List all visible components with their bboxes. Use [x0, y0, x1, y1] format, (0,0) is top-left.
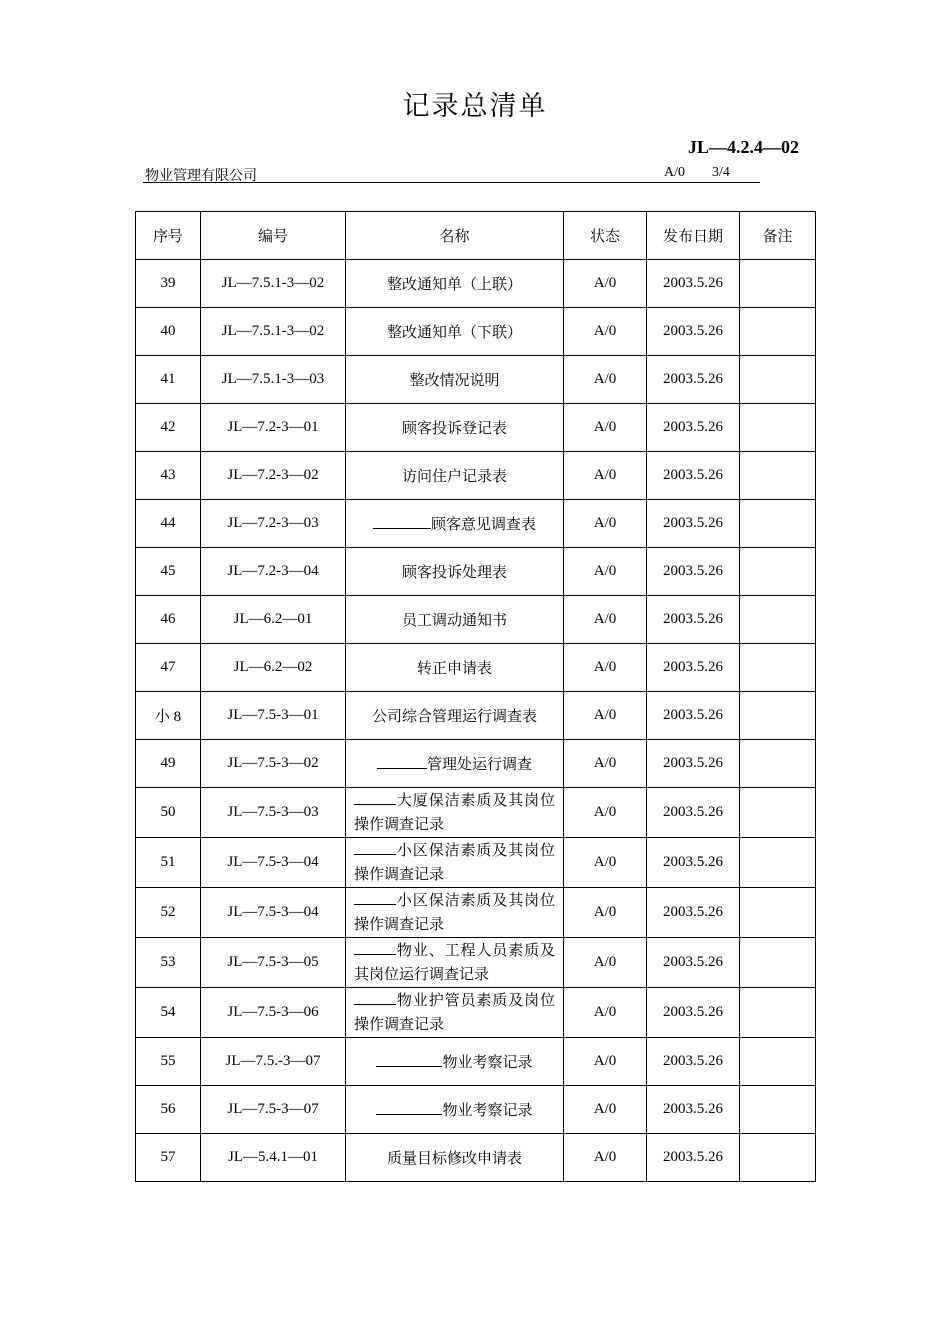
cell-code: JL—7.5-3—04: [201, 888, 346, 938]
cell-code: JL—7.5.-3—07: [201, 1038, 346, 1086]
cell-status: A/0: [564, 596, 647, 644]
record-name-text: 质量目标修改申请表: [386, 1151, 522, 1167]
cell-name: [346, 988, 564, 1038]
cell-name: [346, 596, 564, 644]
cell-name: [346, 548, 564, 596]
cell-code: JL—7.5-3—02: [201, 740, 346, 788]
column-header-code: 编号: [201, 212, 346, 260]
cell-note: [740, 788, 816, 838]
record-name-text: 物业考察记录: [442, 1055, 533, 1071]
cell-date: 2003.5.26: [647, 548, 740, 596]
cell-seq: 40: [136, 308, 201, 356]
cell-code: JL—5.4.1—01: [201, 1134, 346, 1182]
cell-status: A/0: [564, 308, 647, 356]
cell-name: [346, 692, 564, 740]
cell-name: [346, 838, 564, 888]
cell-seq: 43: [136, 452, 201, 500]
record-name-text: 顾客投诉登记表: [401, 421, 507, 437]
table-header-row: [136, 212, 816, 260]
cell-date: 2003.5.26: [647, 1086, 740, 1134]
cell-note: [740, 404, 816, 452]
cell-status: A/0: [564, 500, 647, 548]
cell-name: [346, 938, 564, 988]
cell-seq: 小 8: [136, 692, 201, 740]
cell-note: [740, 838, 816, 888]
cell-seq: 39: [136, 260, 201, 308]
cell-seq: 57: [136, 1134, 201, 1182]
cell-name: [346, 1038, 564, 1086]
cell-status: A/0: [564, 788, 647, 838]
cell-date: 2003.5.26: [647, 308, 740, 356]
cell-status: A/0: [564, 1086, 647, 1134]
cell-name: [346, 644, 564, 692]
column-header-name: 名称: [346, 212, 564, 260]
fill-in-blank: [376, 1102, 442, 1115]
fill-in-blank: [376, 1054, 442, 1067]
cell-seq: 53: [136, 938, 201, 988]
cell-date: 2003.5.26: [647, 788, 740, 838]
cell-code: JL—6.2—01: [201, 596, 346, 644]
cell-seq: 46: [136, 596, 201, 644]
table-row: [136, 452, 816, 500]
records-table-body: [136, 260, 816, 1182]
cell-date: 2003.5.26: [647, 938, 740, 988]
table-row: [136, 740, 816, 788]
cell-note: [740, 548, 816, 596]
cell-name: [346, 452, 564, 500]
cell-date: 2003.5.26: [647, 500, 740, 548]
cell-seq: 41: [136, 356, 201, 404]
cell-seq: 45: [136, 548, 201, 596]
cell-name: [346, 404, 564, 452]
cell-date: 2003.5.26: [647, 1134, 740, 1182]
cell-status: A/0: [564, 692, 647, 740]
cell-note: [740, 644, 816, 692]
cell-note: [740, 1038, 816, 1086]
column-header-note: 备注: [740, 212, 816, 260]
cell-code: JL—7.5-3—07: [201, 1086, 346, 1134]
cell-seq: 55: [136, 1038, 201, 1086]
cell-date: 2003.5.26: [647, 356, 740, 404]
record-name-text: 小区保洁素质及其岗位操作调查记录: [354, 842, 555, 883]
document-number: JL—4.2.4—02: [688, 137, 800, 157]
cell-note: [740, 356, 816, 404]
cell-seq: 54: [136, 988, 201, 1038]
cell-status: A/0: [564, 548, 647, 596]
fill-in-blank: [354, 892, 396, 905]
fill-in-blank: [354, 842, 396, 855]
cell-name: [346, 308, 564, 356]
cell-date: 2003.5.26: [647, 404, 740, 452]
table-row: [136, 1086, 816, 1134]
cell-status: A/0: [564, 888, 647, 938]
table-row: [136, 888, 816, 938]
cell-seq: 42: [136, 404, 201, 452]
cell-name: [346, 500, 564, 548]
fill-in-blank: [354, 792, 396, 805]
table-row: [136, 1038, 816, 1086]
cell-status: A/0: [564, 644, 647, 692]
table-row: [136, 988, 816, 1038]
cell-note: [740, 938, 816, 988]
records-table: [135, 211, 816, 1182]
page-number: 3/4: [712, 165, 730, 180]
cell-note: [740, 1134, 816, 1182]
cell-date: 2003.5.26: [647, 452, 740, 500]
cell-status: A/0: [564, 1038, 647, 1086]
cell-status: A/0: [564, 1134, 647, 1182]
cell-seq: 52: [136, 888, 201, 938]
cell-code: JL—7.2-3—02: [201, 452, 346, 500]
cell-name: [346, 260, 564, 308]
cell-code: JL—6.2—02: [201, 644, 346, 692]
cell-status: A/0: [564, 838, 647, 888]
fill-in-blank: [377, 756, 427, 769]
cell-code: JL—7.5.1-3—02: [201, 308, 346, 356]
cell-code: JL—7.2-3—03: [201, 500, 346, 548]
cell-code: JL—7.5-3—03: [201, 788, 346, 838]
cell-note: [740, 988, 816, 1038]
cell-date: 2003.5.26: [647, 692, 740, 740]
table-row: [136, 596, 816, 644]
cell-date: 2003.5.26: [647, 596, 740, 644]
cell-status: A/0: [564, 740, 647, 788]
record-name-text: 整改情况说明: [409, 373, 500, 389]
cell-note: [740, 452, 816, 500]
fill-in-blank: [373, 516, 431, 529]
cell-name: [346, 1134, 564, 1182]
cell-code: JL—7.2-3—01: [201, 404, 346, 452]
cell-date: 2003.5.26: [647, 644, 740, 692]
cell-seq: 56: [136, 1086, 201, 1134]
cell-code: JL—7.5.1-3—02: [201, 260, 346, 308]
table-row: [136, 356, 816, 404]
record-name-text: 大厦保洁素质及其岗位操作调查记录: [354, 792, 555, 833]
table-row: [136, 938, 816, 988]
cell-name: [346, 788, 564, 838]
record-name-text: 物业护管员素质及岗位操作调查记录: [354, 992, 555, 1033]
cell-date: 2003.5.26: [647, 260, 740, 308]
cell-note: [740, 888, 816, 938]
fill-in-blank: [354, 992, 396, 1005]
cell-seq: 44: [136, 500, 201, 548]
cell-date: 2003.5.26: [647, 1038, 740, 1086]
document-title: 记录总清单: [402, 91, 548, 121]
cell-status: A/0: [564, 988, 647, 1038]
cell-name: [346, 888, 564, 938]
column-header-date: 发布日期: [647, 212, 740, 260]
cell-code: JL—7.5-3—01: [201, 692, 346, 740]
document-header-line: [143, 165, 760, 183]
table-row: [136, 1134, 816, 1182]
cell-date: 2003.5.26: [647, 988, 740, 1038]
cell-name: [346, 356, 564, 404]
cell-note: [740, 740, 816, 788]
version-label: A/0: [664, 165, 685, 180]
record-name-text: 小区保洁素质及其岗位操作调查记录: [354, 892, 555, 933]
cell-code: JL—7.2-3—04: [201, 548, 346, 596]
cell-note: [740, 308, 816, 356]
cell-status: A/0: [564, 938, 647, 988]
record-name-text: 物业、工程人员素质及其岗位运行调查记录: [354, 942, 555, 983]
table-row: [136, 548, 816, 596]
cell-name: [346, 740, 564, 788]
fill-in-blank: [354, 942, 396, 955]
table-row: [136, 500, 816, 548]
cell-status: A/0: [564, 404, 647, 452]
cell-date: 2003.5.26: [647, 838, 740, 888]
cell-status: A/0: [564, 452, 647, 500]
table-row: [136, 404, 816, 452]
table-row: [136, 644, 816, 692]
column-header-status: 状态: [564, 212, 647, 260]
cell-code: JL—7.5-3—04: [201, 838, 346, 888]
table-row: [136, 692, 816, 740]
cell-date: 2003.5.26: [647, 740, 740, 788]
record-name-text: 转正申请表: [416, 661, 492, 677]
cell-code: JL—7.5.1-3—03: [201, 356, 346, 404]
column-header-seq: 序号: [136, 212, 201, 260]
cell-status: A/0: [564, 356, 647, 404]
cell-seq: 47: [136, 644, 201, 692]
record-name-text: 顾客投诉处理表: [401, 565, 507, 581]
cell-note: [740, 1086, 816, 1134]
cell-status: A/0: [564, 260, 647, 308]
table-row: [136, 308, 816, 356]
cell-code: JL—7.5-3—06: [201, 988, 346, 1038]
record-name-text: 员工调动通知书: [401, 613, 507, 629]
cell-seq: 49: [136, 740, 201, 788]
cell-note: [740, 692, 816, 740]
cell-seq: 51: [136, 838, 201, 888]
record-name-text: 公司综合管理运行调查表: [371, 709, 537, 725]
cell-name: [346, 1086, 564, 1134]
record-name-text: 管理处运行调查: [426, 757, 532, 773]
table-row: [136, 788, 816, 838]
cell-code: JL—7.5-3—05: [201, 938, 346, 988]
table-row: [136, 838, 816, 888]
record-name-text: 物业考察记录: [442, 1103, 533, 1119]
cell-note: [740, 260, 816, 308]
record-name-text: 整改通知单（下联）: [386, 325, 522, 341]
cell-note: [740, 596, 816, 644]
cell-date: 2003.5.26: [647, 888, 740, 938]
cell-note: [740, 500, 816, 548]
cell-seq: 50: [136, 788, 201, 838]
record-name-text: 顾客意见调查表: [430, 517, 536, 533]
table-row: [136, 260, 816, 308]
record-name-text: 访问住户记录表: [401, 469, 507, 485]
company-name: 物业管理有限公司: [145, 169, 257, 184]
record-name-text: 整改通知单（上联）: [386, 277, 522, 293]
